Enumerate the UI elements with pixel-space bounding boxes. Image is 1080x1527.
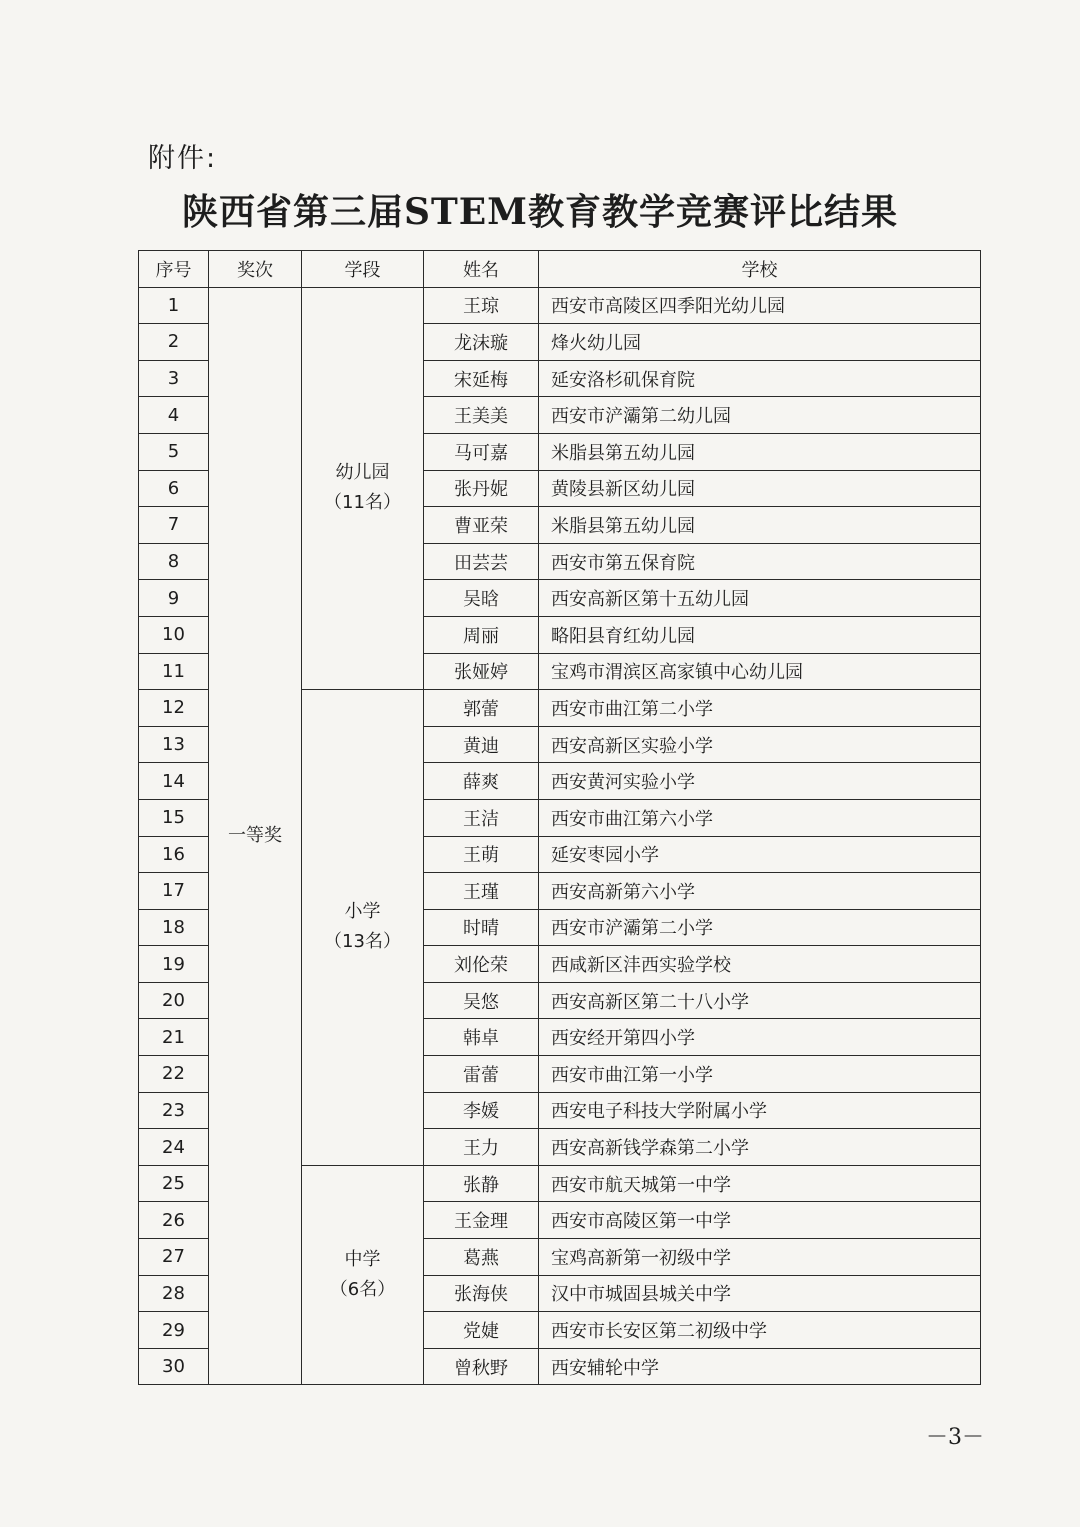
stage-label: 中学 [344,1249,381,1271]
row-index: 25 [139,1165,209,1202]
row-index: 5 [139,433,209,470]
row-school: 烽火幼儿园 [539,324,981,361]
row-index: 23 [139,1092,209,1129]
row-index: 3 [139,360,209,397]
row-school: 宝鸡高新第一初级中学 [539,1239,981,1276]
row-index: 2 [139,324,209,361]
row-index: 29 [139,1312,209,1349]
row-index: 28 [139,1275,209,1312]
row-name: 王瑾 [424,873,539,910]
row-index: 22 [139,1056,209,1093]
row-index: 10 [139,616,209,653]
stage-label: 幼儿园 [335,462,390,484]
row-school: 西安高新区第二十八小学 [539,982,981,1019]
row-name: 张丹妮 [424,470,539,507]
row-school: 西安高新区第十五幼儿园 [539,580,981,617]
row-name: 马可嘉 [424,433,539,470]
row-school: 西安高新钱学森第二小学 [539,1129,981,1166]
row-index: 24 [139,1129,209,1166]
row-index: 19 [139,946,209,983]
row-index: 1 [139,287,209,324]
results-table [138,250,981,1385]
award-cell: 一等奖 [209,287,302,1385]
header-award: 奖次 [209,251,302,288]
row-school: 西安高新第六小学 [539,873,981,910]
table-body [139,287,981,1385]
row-name: 葛燕 [424,1239,539,1276]
row-name: 曾秋野 [424,1348,539,1385]
row-school: 西安辅轮中学 [539,1348,981,1385]
row-index: 14 [139,763,209,800]
row-name: 曹亚荣 [424,507,539,544]
row-name: 王洁 [424,799,539,836]
row-school: 西安市航天城第一中学 [539,1165,981,1202]
row-name: 刘伦荣 [424,946,539,983]
page-title: 陕西省第三届STEM教育教学竞赛评比结果 [181,191,899,233]
row-school: 西咸新区沣西实验学校 [539,946,981,983]
row-name: 张娅婷 [424,653,539,690]
row-name: 雷蕾 [424,1056,539,1093]
row-school: 西安高新区实验小学 [539,726,981,763]
row-school: 西安市曲江第一小学 [539,1056,981,1093]
row-index: 30 [139,1348,209,1385]
row-school: 米脂县第五幼儿园 [539,507,981,544]
row-name: 龙沫璇 [424,324,539,361]
table-header-row [139,251,981,288]
row-name: 黄迪 [424,726,539,763]
header-school: 学校 [539,251,981,288]
row-index: 17 [139,873,209,910]
stage-count: （13名） [324,931,401,953]
row-index: 27 [139,1239,209,1276]
row-name: 时晴 [424,909,539,946]
row-index: 6 [139,470,209,507]
stage-label: 小学 [344,901,381,923]
table-row [139,287,981,324]
row-school: 西安市曲江第六小学 [539,799,981,836]
row-index: 8 [139,543,209,580]
row-index: 21 [139,1019,209,1056]
row-name: 张静 [424,1165,539,1202]
row-name: 韩卓 [424,1019,539,1056]
row-school: 西安市曲江第二小学 [539,690,981,727]
row-index: 18 [139,909,209,946]
row-name: 王琼 [424,287,539,324]
row-school: 西安经开第四小学 [539,1019,981,1056]
page-number: －3－ [926,1425,984,1450]
row-name: 吴悠 [424,982,539,1019]
row-school: 米脂县第五幼儿园 [539,433,981,470]
row-index: 15 [139,799,209,836]
row-name: 王美美 [424,397,539,434]
row-school: 黄陵县新区幼儿园 [539,470,981,507]
row-name: 党婕 [424,1312,539,1349]
row-school: 西安电子科技大学附属小学 [539,1092,981,1129]
header-stage: 学段 [302,251,424,288]
row-name: 张海侠 [424,1275,539,1312]
row-name: 郭蕾 [424,690,539,727]
row-index: 4 [139,397,209,434]
row-index: 9 [139,580,209,617]
row-name: 薛爽 [424,763,539,800]
stage-cell [302,1165,424,1385]
row-name: 王金理 [424,1202,539,1239]
row-name: 周丽 [424,616,539,653]
row-index: 13 [139,726,209,763]
stage-cell [302,690,424,1166]
row-school: 略阳县育红幼儿园 [539,616,981,653]
row-school: 西安市高陵区第一中学 [539,1202,981,1239]
row-school: 延安洛杉矶保育院 [539,360,981,397]
row-name: 宋延梅 [424,360,539,397]
row-index: 12 [139,690,209,727]
row-school: 西安市高陵区四季阳光幼儿园 [539,287,981,324]
attachment-label: 附件: [148,143,218,174]
stage-count: （11名） [324,492,401,514]
row-school: 宝鸡市渭滨区高家镇中心幼儿园 [539,653,981,690]
header-index: 序号 [139,251,209,288]
row-index: 11 [139,653,209,690]
row-school: 汉中市城固县城关中学 [539,1275,981,1312]
header-name: 姓名 [424,251,539,288]
stage-cell [302,287,424,690]
row-school: 西安市第五保育院 [539,543,981,580]
stage-count: （6名） [329,1279,396,1301]
row-name: 吴晗 [424,580,539,617]
row-school: 西安黄河实验小学 [539,763,981,800]
row-index: 20 [139,982,209,1019]
row-index: 16 [139,836,209,873]
row-name: 田芸芸 [424,543,539,580]
row-index: 26 [139,1202,209,1239]
row-school: 西安市浐灞第二小学 [539,909,981,946]
row-school: 延安枣园小学 [539,836,981,873]
row-school: 西安市浐灞第二幼儿园 [539,397,981,434]
row-name: 王力 [424,1129,539,1166]
row-name: 王萌 [424,836,539,873]
row-name: 李媛 [424,1092,539,1129]
row-index: 7 [139,507,209,544]
row-school: 西安市长安区第二初级中学 [539,1312,981,1349]
